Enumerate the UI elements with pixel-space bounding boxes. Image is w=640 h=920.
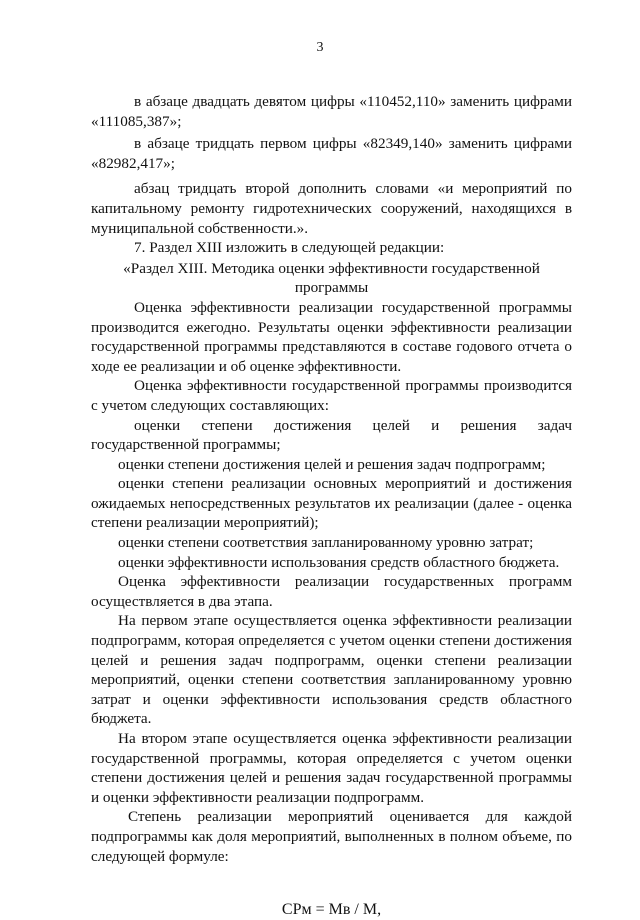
list-item-measures: оценки степени реализации основных мероприятий и достижения ожидаемых непосредственных результатов их реализации (далее - оценка степени реализации мероприятий); xyxy=(91,475,572,532)
paragraph-amendment-32: абзац тридцать второй дополнить словами «и мероприятий по капитальному ремонту гидротехнических сооружений, находящихся в муниципальной собственности.». xyxy=(91,180,572,237)
paragraph-components-intro: Оценка эффективности государственной программы производится с учетом следующих составляющих: xyxy=(91,377,572,414)
list-item-goals-program: оценки степени достижения целей и решения задач государственной программы; xyxy=(91,416,572,454)
paragraph-evaluation-intro: Оценка эффективности реализации государственной программы производится ежегодно. Результаты оценки эффективности реализации государственной программы представляются в составе годового отчета о ходе ее реализации и об оценке эффективности. xyxy=(91,298,572,375)
list-item-goals-subprograms: оценки степени достижения целей и решения задач подпрограмм; xyxy=(118,455,546,473)
section-heading: «Раздел XIII. Методика оценки эффективности государственной программы xyxy=(123,259,540,297)
list-item-costs: оценки степени соответствия запланированному уровню затрат; xyxy=(118,534,534,552)
paragraph-amendment-31: в абзаце тридцать первом цифры «82349,140» заменить цифрами «82982,417»; xyxy=(91,135,572,172)
paragraph-two-stages: Оценка эффективности реализации государственных программ осуществляется в два этапа. xyxy=(91,573,572,610)
paragraph-second-stage: На втором этапе осуществляется оценка эффективности реализации государственной программы, которая определяется с учетом оценки степени достижения целей и решения задач государственной программы и оценки эффективности реализации подпрограмм. xyxy=(91,730,572,806)
paragraph-amendment-29: в абзаце двадцать девятом цифры «110452,110» заменить цифрами «111085,387»; xyxy=(91,93,572,130)
list-item-budget: оценки эффективности использования средств областного бюджета. xyxy=(118,553,560,571)
formula: СРм = Мв / М, xyxy=(281,901,382,919)
paragraph-first-stage: На первом этапе осуществляется оценка эффективности реализации подпрограмм, которая определяется с учетом оценки степени достижения целей и решения задач подпрограмм, оценки степени реализации мероприятий, оценки степени соответствия запланированному уровню затрат и оценки эффективности использования средств областного бюджета. xyxy=(91,612,572,728)
paragraph-section-instruction: 7. Раздел XIII изложить в следующей редакции: xyxy=(134,239,445,257)
document-body xyxy=(91,92,572,920)
paragraph-formula-intro: Степень реализации мероприятий оценивается для каждой подпрограммы как доля мероприятий, выполненных в полном объеме, по следующей формуле: xyxy=(91,808,572,865)
page-number: 3 xyxy=(316,40,324,55)
